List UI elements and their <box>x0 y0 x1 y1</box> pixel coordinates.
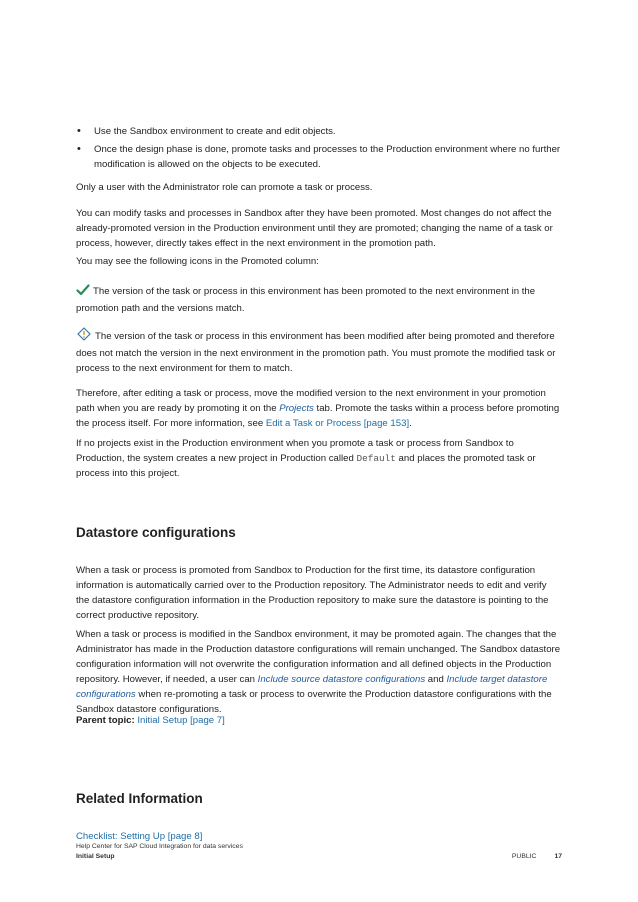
footer-classification: PUBLIC <box>511 853 537 860</box>
edit-task-link[interactable]: Edit a Task or Process [page 153] <box>265 418 410 429</box>
bullet-icon: • <box>77 143 81 155</box>
projects-tab-link[interactable]: Projects <box>279 403 314 414</box>
therefore-text-1: Therefore, after editing a task or process, move the modified version to the next environment in your promotion path when you are ready by promoting it on the <box>76 388 546 414</box>
footer-doc-title: Help Center for SAP Cloud Integration for data services <box>76 843 243 850</box>
include-target-link[interactable]: Include target datastore configurations <box>76 674 548 700</box>
footer-right <box>512 852 562 862</box>
datastore-text-and: and <box>425 674 447 685</box>
parent-topic-label: Parent topic: <box>76 715 135 726</box>
bullet-icon: • <box>77 125 81 137</box>
related-info-heading: Related Information <box>76 791 203 806</box>
modified-text: The version of the task or process in this environment has been modified after being promoted and therefore does not match the version in the next environment in the promotion path. You must promote the modified task or process to the next environment for them to match. <box>76 331 556 374</box>
admin-note: Only a user with the Administrator role can promote a task or process. <box>76 182 373 193</box>
parent-topic <box>76 713 562 728</box>
modified-diamond-icon <box>76 327 92 346</box>
no-projects-text-1: If no projects exist in the Production environment when you promote a task or process from Sandbox to Production, the system creates a new project in Production called <box>76 438 514 464</box>
no-projects-paragraph <box>76 436 562 481</box>
therefore-paragraph <box>76 386 562 431</box>
list-item <box>76 124 562 139</box>
modified-icon-description <box>76 327 562 376</box>
therefore-text-2: tab. Promote the tasks within a process before promoting the process itself. For more information, see <box>76 403 560 429</box>
promoted-text: The version of the task or process in this environment has been promoted to the next environment in the promotion path and the versions match. <box>76 286 536 314</box>
bullet-text: Once the design phase is done, promote tasks and processes to the Production environment where no further modification is allowed on the objects to be executed. <box>94 144 561 170</box>
no-projects-text-2: and places the promoted task or process into this project. <box>76 453 536 479</box>
list-item <box>76 142 562 172</box>
promoted-icon-description <box>76 284 562 316</box>
datastore-heading: Datastore configurations <box>76 525 236 540</box>
icons-intro: You may see the following icons in the Promoted column: <box>76 256 319 267</box>
datastore-paragraph-1: When a task or process is promoted from Sandbox to Production for the first time, its datastore configuration information is automatically carried over to the Production repository. The Administrator needs to edit and verify the datastore configuration information in the Production repository to make sure the datastore is pointing to the correct productive repository. <box>76 565 549 621</box>
checkmark-icon <box>76 284 90 301</box>
intro-bullet-list <box>76 124 562 175</box>
datastore-text-2: when re-promoting a task or process to overwrite the Production datastore configurations with the Sandbox datastore configurations. <box>76 689 552 715</box>
datastore-text-1: When a task or process is modified in the Sandbox environment, it may be promoted again. The changes that the Administrator has made in the Production datastore configurations will remain unchanged. The Sandbox datastore configuration information will not overwrite the configuration information and all defined objects in the Production repository. However, if needed, a user can <box>76 629 561 685</box>
page-footer <box>76 842 562 862</box>
default-code: Default <box>356 453 396 464</box>
bullet-text: Use the Sandbox environment to create and edit objects. <box>94 126 336 137</box>
footer-section: Initial Setup <box>76 853 115 860</box>
checklist-link[interactable]: Checklist: Setting Up [page 8] <box>76 831 203 842</box>
therefore-text-3: . <box>409 418 412 429</box>
include-source-link[interactable]: Include source datastore configurations <box>257 674 426 685</box>
datastore-paragraph-2 <box>76 627 562 717</box>
modify-note: You can modify tasks and processes in Sandbox after they have been promoted. Most changes do not affect the already-promoted version in the Production environment until they are promoted; changing the name of a task or process, however, directly takes effect in the next environment in the promotion path. <box>76 208 553 249</box>
page-number: 17 <box>554 853 562 860</box>
parent-topic-link[interactable]: Initial Setup [page 7] <box>137 715 225 726</box>
